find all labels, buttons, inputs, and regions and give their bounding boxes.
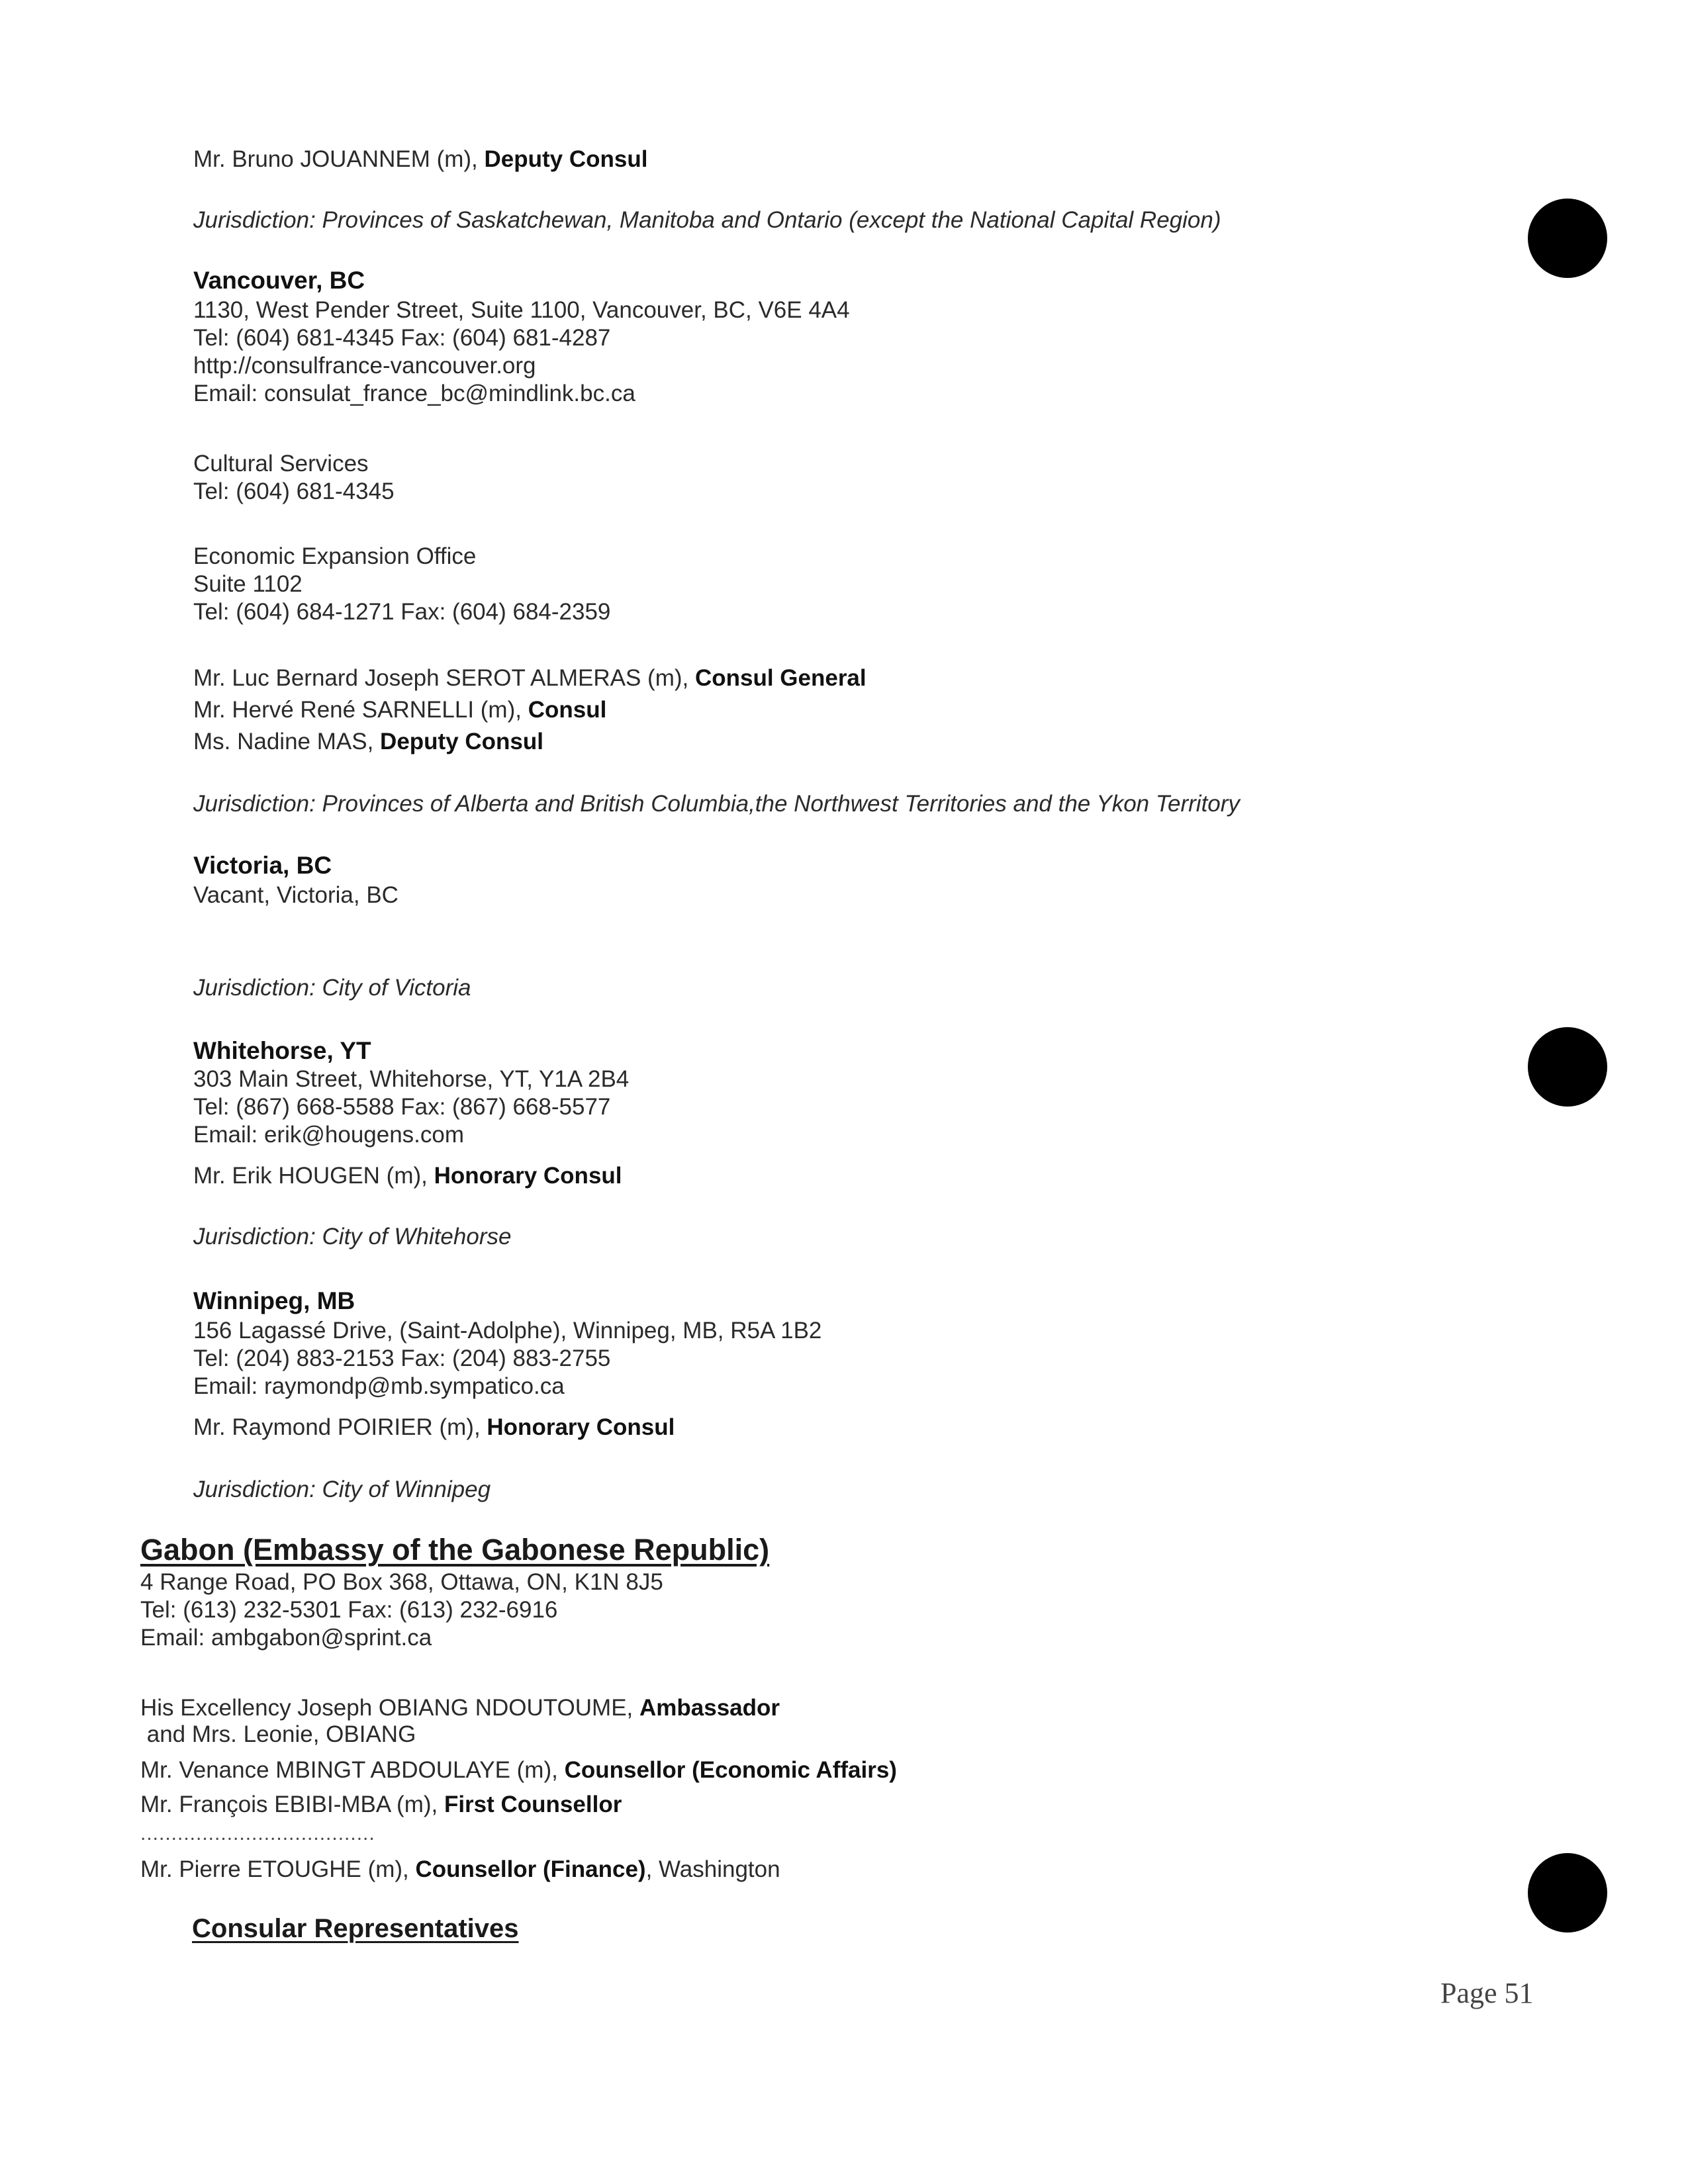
email-line[interactable]: Email: raymondp@mb.sympatico.ca [193,1373,565,1399]
person-name: Mr. Luc Bernard Joseph SEROT ALMERAS (m), [193,665,695,691]
person-line [140,1756,897,1784]
address-line: 4 Range Road, PO Box 368, Ottawa, ON, K1N 8J5 [140,1569,663,1595]
hole-punch-icon [1528,1853,1607,1933]
country-heading-gabon: Gabon (Embassy of the Gabonese Republic) [140,1533,770,1567]
person-title: Consul General [694,665,867,691]
cultural-services-tel: Tel: (604) 681-4345 [193,478,395,504]
tel-line: Tel: (867) 668-5588 Fax: (867) 668-5577 [193,1094,611,1120]
hole-punch-icon [1528,1027,1607,1107]
person-line [193,1162,622,1190]
person-title: Honorary Consul [434,1163,622,1189]
consular-representatives-heading: Consular Representatives [192,1914,519,1943]
person-name: Mr. Hervé René SARNELLI (m), [193,697,528,723]
tel-line: Tel: (613) 232-5301 Fax: (613) 232-6916 [140,1597,558,1623]
jurisdiction-text: Jurisdiction: City of Victoria [193,975,471,1001]
office-heading-whitehorse: Whitehorse, YT [193,1037,371,1064]
tel-line: Tel: (604) 681-4345 Fax: (604) 681-4287 [193,325,611,351]
person-name: Mr. Bruno JOUANNEM (m), [193,146,485,172]
person-name: Mr. Venance MBINGT ABDOULAYE (m), [140,1757,565,1783]
page-number: Page 51 [1440,1977,1534,2009]
address-line: 1130, West Pender Street, Suite 1100, Vancouver, BC, V6E 4A4 [193,297,850,323]
person-title: Counsellor (Finance) [415,1856,646,1882]
tel-line: Tel: (204) 883-2153 Fax: (204) 883-2755 [193,1345,611,1371]
website-link[interactable]: http://consulfrance-vancouver.org [193,353,536,379]
person-line [140,1856,780,1884]
person-line [193,664,867,692]
jurisdiction-text: Jurisdiction: Provinces of Saskatchewan, Manitoba and Ontario (except the National Capital Region) [193,207,1221,233]
person-title: Deputy Consul [484,146,648,172]
person-title: Ambassador [639,1695,780,1721]
person-title: Deputy Consul [380,729,543,754]
hole-punch-icon [1528,199,1607,278]
jurisdiction-text: Jurisdiction: City of Winnipeg [193,1477,491,1502]
economic-office-title: Economic Expansion Office [193,543,477,569]
address-line: 303 Main Street, Whitehorse, YT, Y1A 2B4 [193,1066,630,1092]
person-line [193,1414,675,1441]
jurisdiction-text: Jurisdiction: Provinces of Alberta and British Columbia,the Northwest Territories and the Ykon Territory [193,791,1240,817]
person-line [193,728,543,756]
person-line [193,146,647,173]
office-heading-winnipeg: Winnipeg, MB [193,1287,355,1314]
person-line [193,696,606,724]
person-line [140,1791,622,1819]
person-name: Mr. Raymond POIRIER (m), [193,1414,487,1440]
ambassador-line [140,1694,780,1722]
economic-office-suite: Suite 1102 [193,571,303,597]
office-heading-victoria: Victoria, BC [193,852,332,879]
cultural-services-title: Cultural Services [193,451,369,477]
person-name: Mr. Erik HOUGEN (m), [193,1163,434,1189]
person-location: , Washington [645,1856,780,1882]
spouse-line: and Mrs. Leonie, OBIANG [140,1721,416,1747]
person-name: Ms. Nadine MAS, [193,729,381,754]
person-name: Mr. Pierre ETOUGHE (m), [140,1856,416,1882]
dotted-separator: ...................................... [140,1823,375,1844]
person-name: Mr. François EBIBI-MBA (m), [140,1792,444,1817]
office-heading-vancouver: Vancouver, BC [193,267,365,294]
email-line[interactable]: Email: erik@hougens.com [193,1122,465,1148]
vacant-line: Vacant, Victoria, BC [193,882,399,908]
person-title: Counsellor (Economic Affairs) [564,1757,897,1783]
person-name: His Excellency Joseph OBIANG NDOUTOUME, [140,1695,639,1721]
address-line: 156 Lagassé Drive, (Saint-Adolphe), Winnipeg, MB, R5A 1B2 [193,1318,822,1343]
email-line[interactable]: Email: consulat_france_bc@mindlink.bc.ca [193,381,635,406]
economic-office-tel: Tel: (604) 684-1271 Fax: (604) 684-2359 [193,599,611,625]
email-line[interactable]: Email: ambgabon@sprint.ca [140,1625,432,1651]
person-title: Consul [528,697,607,723]
person-title: First Counsellor [444,1792,622,1817]
person-title: Honorary Consul [487,1414,675,1440]
jurisdiction-text: Jurisdiction: City of Whitehorse [193,1224,512,1250]
